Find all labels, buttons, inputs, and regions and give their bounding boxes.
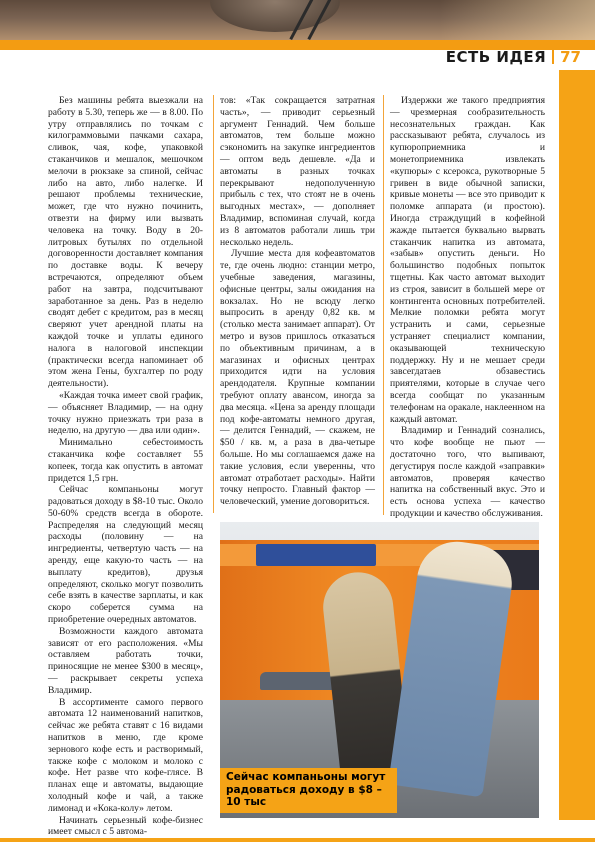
paragraph: Минимально себестоимость стаканчика кофе составляет 55 копеек, тогда как опустить в автомат придется 1,5 грн. (48, 437, 203, 484)
right-margin-bar (559, 70, 595, 820)
header-separator (552, 50, 554, 64)
bottom-accent-line (0, 838, 595, 842)
paragraph: Сейчас компаньоны могут радоваться доходу в $8-10 тыс. Около 50-60% средств всегда в обороте. Распределяя на следующий месяц расходы (половину — на ингредиенты, четвертую часть — на аренду, еще какую-то часть — на выплату кредитов), друзья определяют, сколько могут позволить себе взять в качестве зарплаты, и как скоро соберется сумма на приобретение очередных автоматов. (48, 484, 203, 626)
photo-caption: Сейчас компаньоны могут радоваться доходу в $8 – 10 тыс (220, 768, 397, 813)
paragraph: Издержки же такого предприятия — чрезмерная сообразительность несознательных граждан. Как рассказывают ребята, случалось из купюроприемника и монетоприемника извлекать «купюры» с ксерокса, рукотворные 5 гривен в виде обычной записки, кривые монеты — все это приводит к поломке аппарата (и простою). Иногда страждущий в кофейной жажде пытается буквально вырвать стаканчик напитка из автомата, «забыв» опустить деньги. Но большинство подобных попыток тщетны. Как часто автомат выходит из строя, зависит в большей мере от контингента основных потребителей. Мелкие поломки ребята могут устранить и сами, серьезные устраняет специалист компании, оказывающей техническую поддержку. Ну и не мешает среди завсегдатаев обзавестись приятелями, которые в случае чего всегда сообщат по указанным телефонам на оракале, наклеенном на каждый автомат. (390, 95, 545, 425)
section-title: ЕСТЬ ИДЕЯ (445, 48, 547, 66)
paragraph: В ассортименте самого первого автомата 12 наименований напитков, сейчас же ребята ставят с 16 видами напитков в меню, где кроме зернового кофе есть и растворимый, также кофе с молоком и молоко с кофе. Нет разве что кофе-глясе. В планах еще и автоматы, выдающие холодный кофе и чай, а также лимонад и «Кока-колу» летом. (48, 696, 203, 814)
article-column-2 (220, 95, 375, 515)
paragraph: Лучшие места для кофеавтоматов те, где очень людно: станции метро, учебные заведения, магазины, офисные центры, залы ожидания на вокзалах. Но не всюду легко выпросить в аренду 0,82 кв. м (столько места занимает аппарат). От метро и вузов пришлось отказаться по объективным причинам, а в магазинах и офисных центрах приходится идти на условия арендодателя. Крупные компании требуют оплату авансом, иногда за два месяца. «Цена за аренду площади под кофе-автоматы немного другая, — делится Геннадий, — скажем, не $50 / кв. м, а раза в два-четыре больше. Но мы соглашаемся даже на такие условия, если уверенны, что автомат отработает расходы». Найти точку непросто. Главный фактор — человеческий, умение договориться. (220, 248, 375, 508)
section-header (446, 46, 581, 68)
article-column-1 (48, 95, 203, 838)
paragraph: Начинать серьезный кофе-бизнес имеет смысл с 5 автома- (48, 814, 203, 838)
paragraph: Возможности каждого автомата зависят от его расположения. «Мы оставляем работать точки, приносящие не менее $300 в месяц», — раскрывает секреты успеха Владимир. (48, 625, 203, 696)
column-divider (213, 95, 214, 513)
header-banner-image (0, 0, 595, 40)
paragraph: «Каждая точка имеет свой график, — объясняет Владимир, — на одну точку нужно приезжать три раза в неделю, на другую — два или один». (48, 389, 203, 437)
paragraph: Без машины ребята выезжали на работу в 5.30, теперь же — в 8.00. По утру отправлялись по точкам с килограммовыми пачками сахара, сливок, чая, кофе, упаковкой стаканчиков и мешалок, мешочком мелочи в рюкзаке за спиной, сейчас либо на авто, либо налегке. И решают проблемы технические, может, где что нужно починить, отвезти на фирму или вызвать человека на точку. Воду в 20-литровых бутылях по отдельной договоренности доставляет компания по доставке воды. К вечеру встречаются, определяют объем работ на завтра, подсчитывают заработанное за день. Раз в неделю сводят дебет с кредитом, раз в месяц сверяют учет арендной платы на каждой точке и уплаты единого налога в налоговой инспекции (практически всегда напоминает об этом жена Гены, бухгалтер по роду деятельности). (48, 95, 203, 390)
article-column-3 (390, 95, 545, 520)
paragraph: тов: «Так сокращается затратная часть», — приводит серьезный аргумент Геннадий. Чем больше автоматов, тем больше можно сэкономить на закупке ингредиентов — оптом ведь дешевле. «Да и автоматы в разных точках перекрывают недополученную прибыль с тех, что стоят не в очень выгодных местах», — дополняет Владимир, вспоминая случай, когда из 8 автоматов работали лишь три несколько недель. (220, 95, 375, 248)
column-divider (383, 95, 384, 515)
page-number: 77 (560, 48, 581, 66)
paragraph: Владимир и Геннадий сознались, что кофе вообще не пьют — достаточно того, что выпивают, дегустируя после каждой «заправки» автоматов, проверяя качество напитка на собственный вкус. Это и есть основа успеха — качество продукции и качество обслуживания. (390, 425, 545, 519)
